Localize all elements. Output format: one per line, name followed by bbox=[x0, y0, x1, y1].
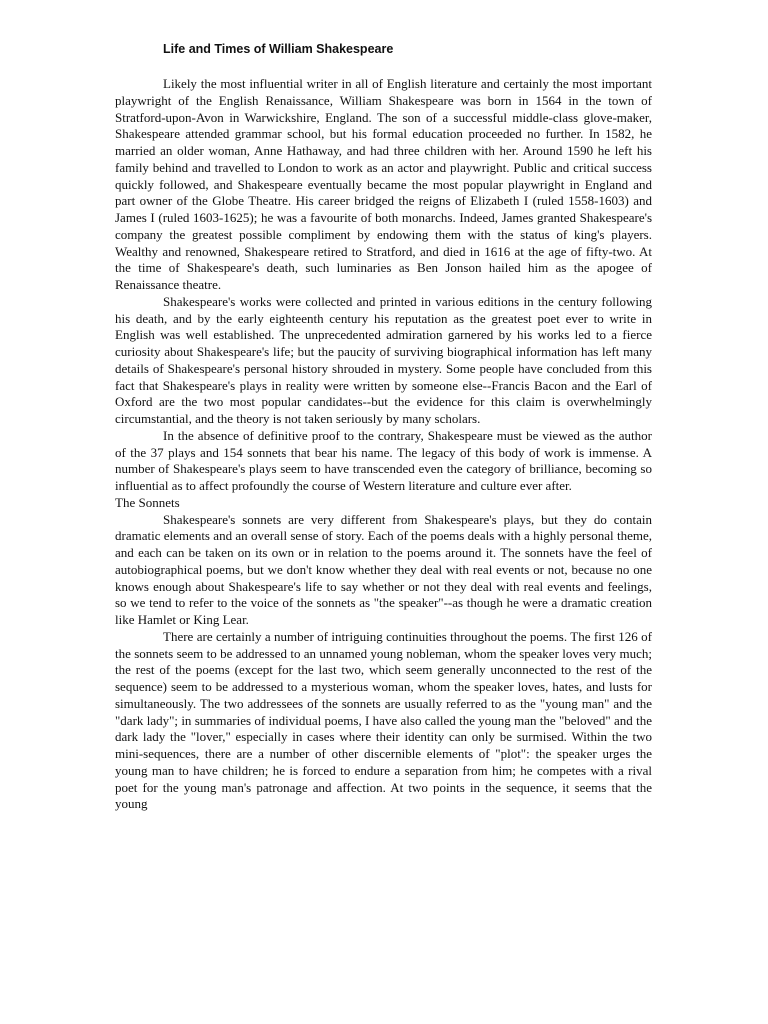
paragraph-legacy: In the absence of definitive proof to the contrary, Shakespeare must be viewed as the author of the 37 plays and 154 sonnets that bear his name. The legacy of this body of work is immense. A number of Shakespeare's plays seem to have transcended even the category of brilliance, becoming so influential as to affect profoundly the course of Western literature and culture ever after. bbox=[115, 427, 652, 493]
paragraph-biography: Likely the most influential writer in all of English literature and certainly the most important playwright of the English Renaissance, William Shakespeare was born in 1564 in the town of Stratford-upon-Avon in Warwickshire, England. The son of a successful middle-class glove-maker, Shakespeare attended grammar school, but his formal education proceeded no further. In 1582, he married an older woman, Anne Hathaway, and had three children with her. Around 1590 he left his family behind and travelled to London to work as an actor and playwright. Public and critical success quickly followed, and Shakespeare eventually became the most popular playwright in England and part owner of the Globe Theatre. His career bridged the reigns of Elizabeth I (ruled 1558-1603) and James I (ruled 1603-1625); he was a favourite of both monarchs. Indeed, James granted Shakespeare's company the greatest possible compliment by endowing them with the status of king's players. Wealthy and renowned, Shakespeare retired to Stratford, and died in 1616 at the age of fifty-two. At the time of Shakespeare's death, such luminaries as Ben Jonson hailed him as the apogee of Renaissance theatre. bbox=[115, 76, 652, 292]
title-spacer bbox=[115, 58, 652, 76]
paragraph-sonnets-continuities: There are certainly a number of intriguing continuities throughout the poems. The first 126 of the sonnets seem to be addressed to an unnamed young nobleman, whom the speaker loves very much; the rest of the poems (except for the last two, which seem generally unconnected to the rest of the sequence) seem to be addressed to a mysterious woman, whom the speaker loves, hates, and lusts for simultaneously. The two addressees of the sonnets are usually referred to as the "young man" and the "dark lady"; in summaries of individual poems, I have also called the young man the "beloved" and the dark lady the "lover," especially in cases where their identity can only be surmised. Within the two mini-sequences, there are a number of other discernible elements of "plot": the speaker urges the young man to have children; he is forced to endure a separation from him; he competes with a rival poet for the young man's patronage and affection. At two points in the sequence, it seems that the young bbox=[115, 628, 652, 812]
document-page bbox=[115, 40, 652, 813]
paragraph-reputation: Shakespeare's works were collected and printed in various editions in the century following his death, and by the early eighteenth century his reputation as the greatest poet ever to write in English was well established. The unprecedented admiration garnered by his works led to a fierce curiosity about Shakespeare's life; but the paucity of surviving biographical information has left many details of Shakespeare's personal history shrouded in mystery. Some people have concluded from this fact that Shakespeare's plays in reality were written by someone else--Francis Bacon and the Earl of Oxford are the two most popular candidates--but the evidence for this claim is overwhelmingly circumstantial, and the theory is not taken seriously by many scholars. bbox=[115, 293, 652, 426]
document-title: Life and Times of William Shakespeare bbox=[163, 42, 394, 56]
section-heading-sonnets: The Sonnets bbox=[115, 494, 180, 510]
paragraph-sonnets-intro: Shakespeare's sonnets are very different from Shakespeare's plays, but they do contain dramatic elements and an overall sense of story. Each of the poems deals with a highly personal theme, and each can be taken on its own or in relation to the poems around it. The sonnets have the feel of autobiographical poems, but we don't know whether they deal with real events or not, because no one knows enough about Shakespeare's life to say whether or not they deal with real events and feelings, so we tend to refer to the voice of the sonnets as "the speaker"--as though he were a dramatic creation like Hamlet or King Lear. bbox=[115, 511, 652, 627]
